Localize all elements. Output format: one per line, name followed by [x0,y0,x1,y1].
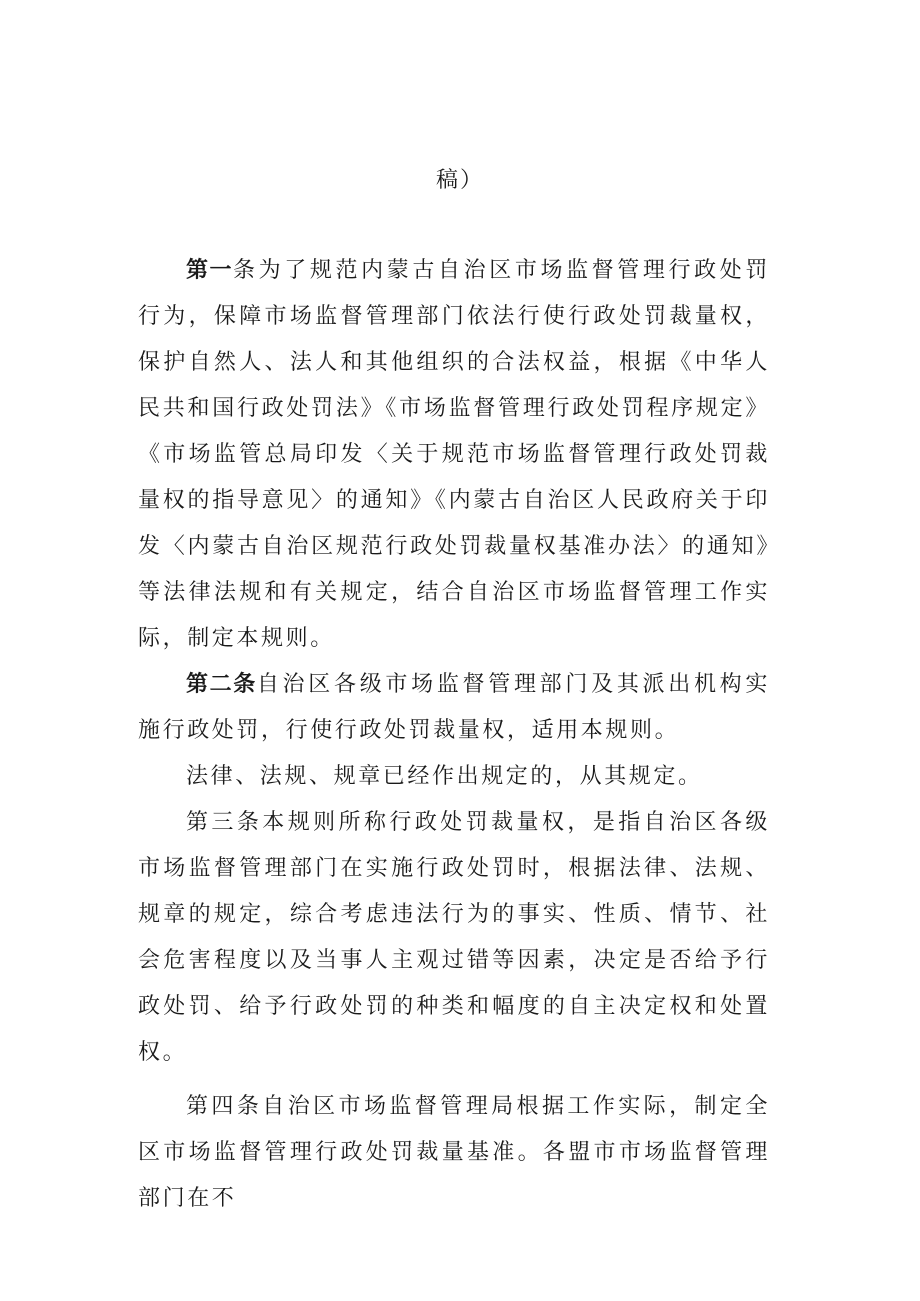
heading-fragment: 稿） [435,168,484,193]
article-2-clause [138,754,770,800]
article-2-paragraph [138,662,770,754]
article-2-text: 自治区各级市场监督管理部门及其派出机构实施行政处罚，行使行政处罚裁量权，适用本规则。 [138,672,770,743]
article-4-paragraph [138,1084,770,1222]
article-2-clause-text: 法律、法规、规章已经作出规定的，从其规定。 [186,764,703,789]
article-1-number: 第一 [186,258,234,283]
paragraph-gap [138,1076,770,1084]
article-4-text: 第四条自治区市场监督管理局根据工作实际，制定全区市场监督管理行政处罚裁量基准。各盟市市场监督管理部门在不 [138,1094,770,1211]
article-3-text: 第三条本规则所称行政处罚裁量权，是指自治区各级市场监督管理部门在实施行政处罚时，根据法律、法规、规章的规定，综合考虑违法行为的事实、性质、情节、社会危害程度以及当事人主观过错等因素，决定是否给予行政处罚、给予行政处罚的种类和幅度的自主决定权和处置权。 [138,810,770,1065]
article-3-paragraph [138,800,770,1076]
article-1-text: 条为了规范内蒙古自治区市场监督管理行政处罚行为，保障市场监督管理部门依法行使行政处罚裁量权，保护自然人、法人和其他组织的合法权益，根据《中华人民共和国行政处罚法》《市场监督管理行政处罚程序规定》《市场监管总局印发〈关于规范市场监督管理行政处罚裁量权的指导意见〉的通知》《内蒙古自治区人民政府关于印发〈内蒙古自治区规范行政处罚裁量权基准办法〉的通知》等法律法规和有关规定，结合自治区市场监督管理工作实际，制定本规则。 [138,258,770,651]
document-body [138,248,770,1222]
article-2-number: 第二条 [186,672,257,697]
article-1-paragraph [138,248,770,662]
